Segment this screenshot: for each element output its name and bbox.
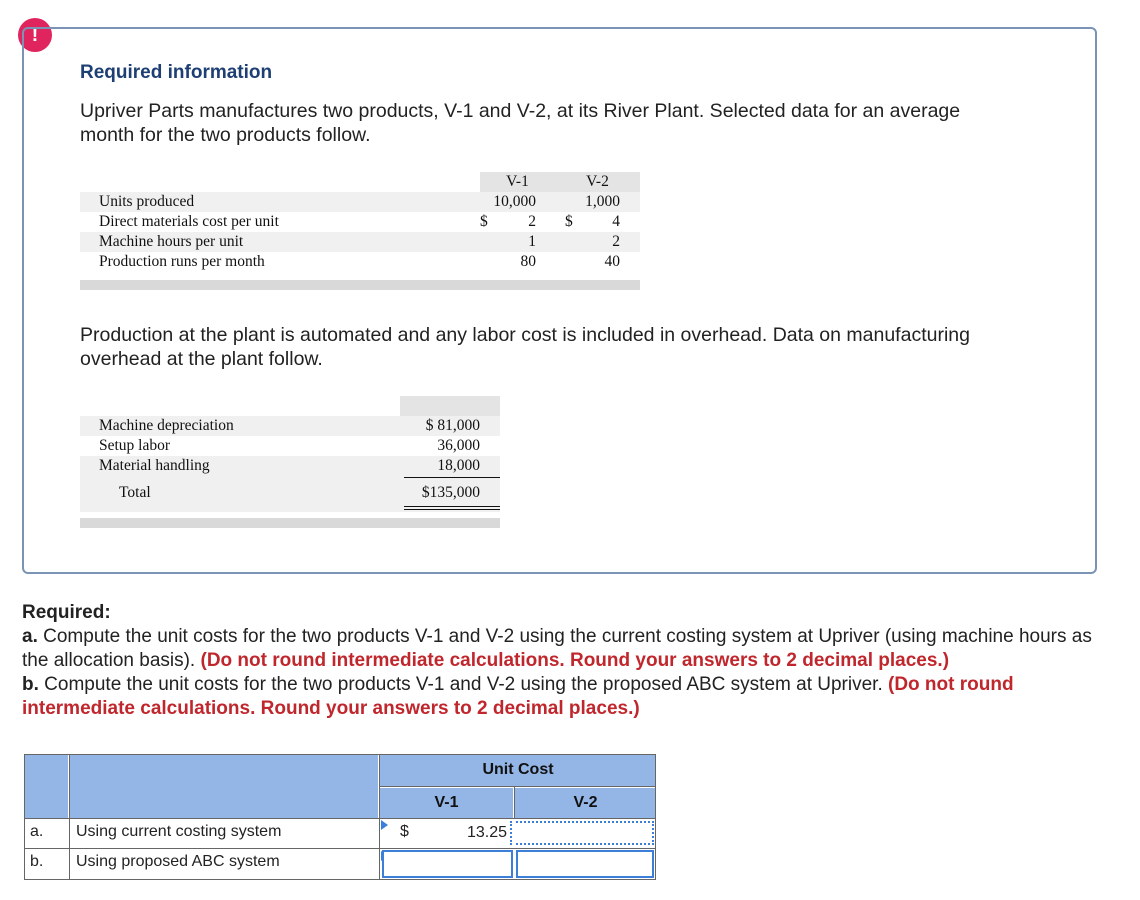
value-v2-materials: 4 bbox=[612, 213, 620, 230]
row-letter-b: b. bbox=[30, 853, 44, 870]
production-data-table bbox=[80, 172, 640, 292]
exclamation-icon: ! bbox=[18, 18, 52, 52]
col-header-v2: V-2 bbox=[586, 173, 609, 190]
row-letter-a: a. bbox=[30, 823, 44, 840]
input-v1-abc-system[interactable] bbox=[382, 850, 513, 878]
overhead-footer-bar bbox=[80, 518, 500, 528]
row-label-machine-hours: Machine hours per unit bbox=[99, 233, 244, 250]
requirement-a-note: (Do not round intermediate calculations. Round your answers to 2 decimal places.) bbox=[200, 650, 950, 671]
required-heading: Required: bbox=[22, 602, 111, 623]
overhead-value-machine-depreciation: $ 81,000 bbox=[425, 417, 480, 434]
overhead-label-setup-labor: Setup labor bbox=[99, 437, 171, 454]
value-v2-production-runs: 40 bbox=[604, 253, 620, 270]
input-v1-current-costing[interactable]: 13.25 bbox=[424, 821, 512, 845]
overhead-total-label: Total bbox=[119, 484, 151, 501]
col-header-v1-answer: V-1 bbox=[380, 788, 513, 818]
value-v1-materials: 2 bbox=[528, 213, 536, 230]
requirement-b-note: (Do not round intermediate calculations. Round your answers to 2 decimal places.) bbox=[22, 674, 1014, 719]
total-double-rule-1 bbox=[404, 506, 500, 507]
dollar-sign-answer-a: $ bbox=[400, 823, 409, 840]
total-double-rule-2 bbox=[404, 509, 500, 510]
row-label-units-produced: Units produced bbox=[99, 193, 195, 210]
row-label-abc-system: Using proposed ABC system bbox=[76, 853, 280, 870]
dollar-sign-v1: $ bbox=[480, 213, 488, 230]
value-v2-machine-hours: 2 bbox=[612, 233, 620, 250]
unit-cost-header: Unit Cost bbox=[380, 754, 656, 786]
required-section bbox=[22, 601, 1122, 721]
requirement-a: a. Compute the unit costs for the two products V-1 and V-2 using the current costing system at Upriver (using machine hours as the allocation basis). (Do not round intermediate calculations. Round your answers to 2 decimal places.) bbox=[22, 626, 1092, 671]
table-footer-bar bbox=[80, 280, 640, 290]
overhead-paragraph bbox=[80, 323, 970, 371]
input-v2-abc-system[interactable] bbox=[516, 850, 654, 878]
overhead-label-material-handling: Material handling bbox=[99, 457, 210, 474]
input-marker-icon bbox=[381, 820, 388, 830]
requirement-b: b. Compute the unit costs for the two products V-1 and V-2 using the proposed ABC system at Upriver. (Do not round intermediate calculations. Round your answers to 2 decimal places.) bbox=[22, 674, 1014, 719]
overhead-label-machine-depreciation: Machine depreciation bbox=[99, 417, 234, 434]
intro-line-1: Upriver Parts manufactures two products, V-1 and V-2, at its River Plant. Selected data for an average bbox=[80, 100, 961, 122]
unit-cost-answer-table bbox=[24, 754, 656, 880]
dollar-sign-v2: $ bbox=[565, 213, 573, 230]
value-v1-machine-hours: 1 bbox=[528, 233, 536, 250]
overhead-value-setup-labor: 36,000 bbox=[437, 437, 480, 454]
col-header-v1: V-1 bbox=[506, 173, 529, 190]
input-v2-current-costing[interactable] bbox=[516, 821, 654, 845]
value-v1-production-runs: 80 bbox=[520, 253, 536, 270]
value-v1-units: 10,000 bbox=[493, 193, 536, 210]
col-header-v2-answer: V-2 bbox=[515, 788, 656, 818]
intro-line-2: month for the two products follow. bbox=[80, 124, 371, 146]
row-label-production-runs: Production runs per month bbox=[99, 253, 265, 270]
overhead-line-1: Production at the plant is automated and any labor cost is included in overhead. Data on manufacturing bbox=[80, 324, 970, 346]
overhead-total-value: $135,000 bbox=[421, 484, 480, 501]
overhead-line-2: overhead at the plant follow. bbox=[80, 348, 323, 370]
overhead-value-material-handling: 18,000 bbox=[437, 457, 480, 474]
subtotal-rule bbox=[404, 477, 500, 478]
overhead-table bbox=[80, 396, 500, 516]
row-label-direct-materials: Direct materials cost per unit bbox=[99, 213, 279, 230]
row-label-current-costing: Using current costing system bbox=[76, 823, 282, 840]
intro-paragraph bbox=[80, 99, 960, 147]
value-v2-units: 1,000 bbox=[585, 193, 620, 210]
info-title: Required information bbox=[80, 62, 273, 83]
